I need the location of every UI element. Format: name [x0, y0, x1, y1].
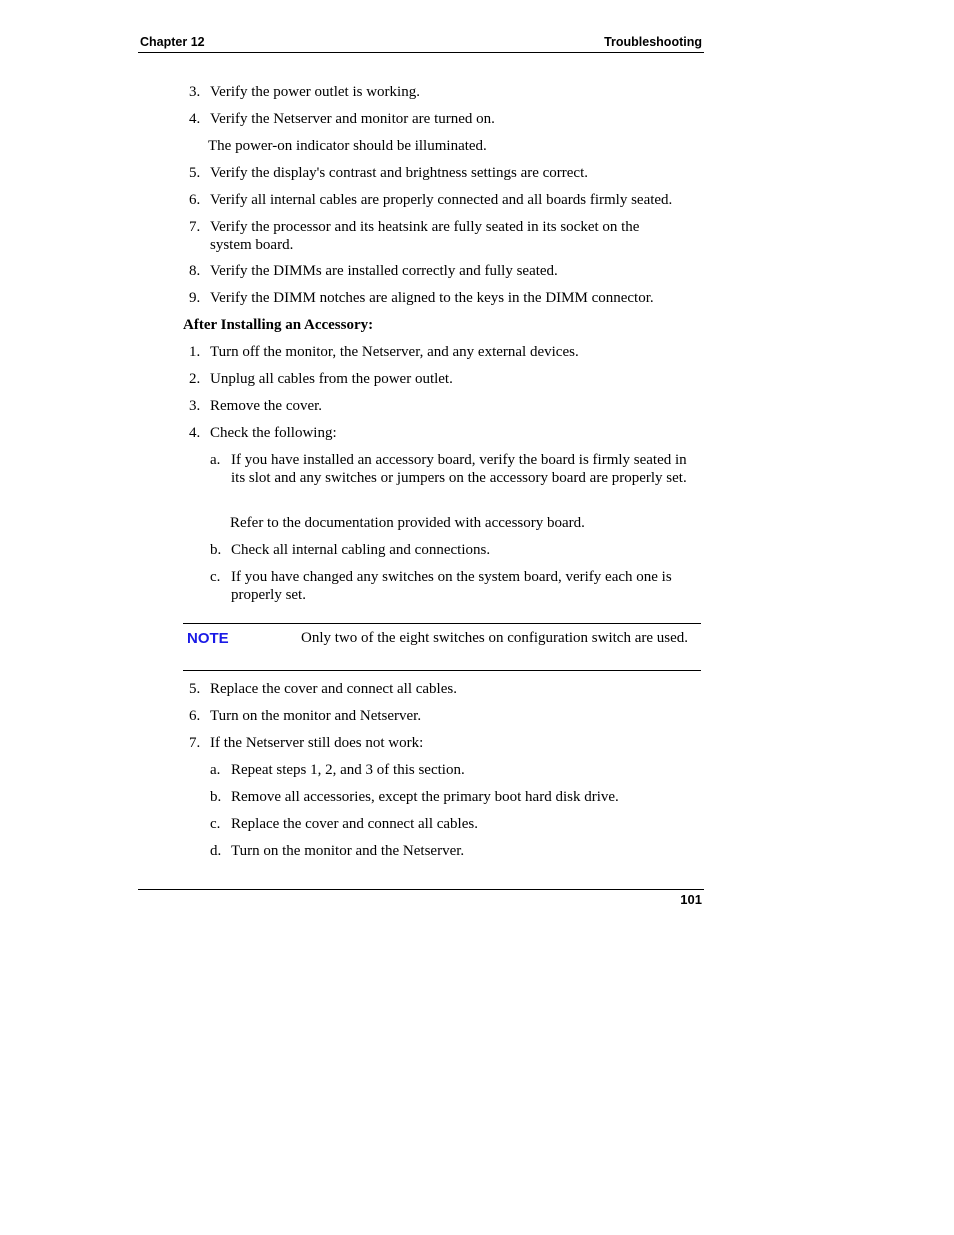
header-rule: [138, 52, 704, 53]
sub-list-item: [210, 762, 702, 780]
item-text: If the Netserver still does not work:: [210, 735, 424, 751]
list-item: [189, 371, 701, 389]
item-number: 7.: [189, 735, 201, 751]
item-text: Replace the cover and connect all cables.: [210, 681, 457, 697]
item-text: Verify the processor and its heatsink are fully seated in its socket on the system board.: [210, 219, 640, 253]
item-letter: a.: [210, 762, 221, 778]
list-item: [189, 425, 701, 443]
item-letter: c.: [210, 569, 221, 585]
item-number: 2.: [189, 371, 201, 387]
note-box: [183, 623, 701, 671]
section-subheading: After Installing an Accessory:: [183, 317, 374, 333]
item-number: 5.: [189, 681, 201, 697]
item-number: 8.: [189, 263, 201, 279]
item-letter: c.: [210, 816, 221, 832]
item-number: 3.: [189, 398, 201, 414]
sub-list-item: [210, 816, 702, 834]
item-letter: b.: [210, 542, 222, 558]
sub-list-item: [210, 843, 702, 861]
list-item: [189, 111, 701, 129]
item-text: Remove all accessories, except the primary boot hard disk drive.: [231, 789, 619, 805]
item-text: Verify the DIMM notches are aligned to the keys in the DIMM connector.: [210, 290, 654, 306]
list-item: [189, 263, 701, 281]
list-item: [189, 735, 701, 753]
item-text: Verify the power outlet is working.: [210, 84, 420, 100]
sub-note-text: Refer to the documentation provided with accessory board.: [230, 515, 585, 531]
item-text: If you have changed any switches on the system board, verify each one is properly set.: [231, 569, 672, 603]
note-label: NOTE: [187, 630, 229, 647]
sub-list-item: [210, 569, 690, 604]
item-text: Verify all internal cables are properly connected and all boards firmly seated.: [210, 192, 673, 208]
sub-list-item: [210, 542, 702, 560]
list-item: [189, 681, 701, 699]
item-number: 7.: [189, 219, 201, 235]
footer-rule: [138, 889, 704, 890]
item-text: Verify the Netserver and monitor are turned on.: [210, 111, 495, 127]
item-text: Check the following:: [210, 425, 337, 441]
item-number: 9.: [189, 290, 201, 306]
item-text: Verify the display's contrast and brightness settings are correct.: [210, 165, 589, 181]
item-text: Remove the cover.: [210, 398, 323, 414]
sub-list-item: [210, 789, 702, 807]
item-letter: b.: [210, 789, 222, 805]
list-item: [189, 708, 701, 726]
item-number: 1.: [189, 344, 201, 360]
item-letter: a.: [210, 452, 221, 468]
item-text: Replace the cover and connect all cables.: [231, 816, 478, 832]
chapter-header: Chapter 12: [140, 35, 205, 49]
item-number: 4.: [189, 111, 201, 127]
list-item: [189, 219, 659, 254]
item-number: 5.: [189, 165, 201, 181]
sub-list-item: [210, 452, 698, 487]
item-text: If you have installed an accessory board, verify the board is firmly seated in its slot and any switches or jumpers on the accessory board are properly set.: [231, 452, 687, 486]
item-text: Verify the DIMMs are installed correctly and fully seated.: [210, 263, 558, 279]
item-number: 6.: [189, 708, 201, 724]
step-note-text: The power-on indicator should be illuminated.: [208, 138, 487, 154]
list-item: [189, 290, 701, 308]
item-number: 3.: [189, 84, 201, 100]
note-text: Only two of the eight switches on configuration switch are used.: [301, 630, 688, 646]
list-item: [189, 84, 701, 102]
item-text: Turn off the monitor, the Netserver, and any external devices.: [210, 344, 579, 360]
list-item: [189, 398, 701, 416]
item-text: Turn on the monitor and Netserver.: [210, 708, 422, 724]
item-number: 4.: [189, 425, 201, 441]
item-text: Turn on the monitor and the Netserver.: [231, 843, 465, 859]
list-item: [189, 344, 701, 362]
list-item: [189, 165, 701, 183]
page-number: 101: [680, 892, 702, 907]
list-item: [189, 192, 701, 210]
item-text: Check all internal cabling and connections.: [231, 542, 491, 558]
item-letter: d.: [210, 843, 222, 859]
item-number: 6.: [189, 192, 201, 208]
section-header: Troubleshooting: [604, 35, 702, 49]
item-text: Unplug all cables from the power outlet.: [210, 371, 453, 387]
item-text: Repeat steps 1, 2, and 3 of this section.: [231, 762, 465, 778]
